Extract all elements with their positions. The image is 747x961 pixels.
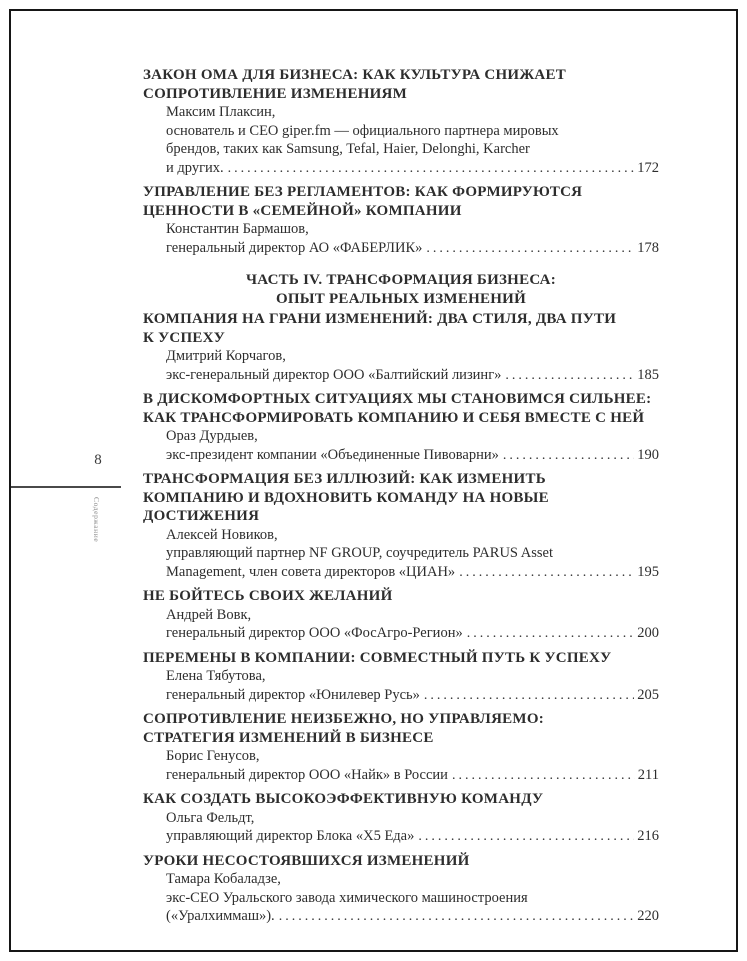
entry-detail-row — [166, 239, 659, 259]
dot-leader — [426, 239, 634, 259]
entry-detail: Management, член совета директоров «ЦИАН» — [166, 563, 456, 580]
entry-title: КОМПАНИЯ НА ГРАНИ ИЗМЕНЕНИЙ: ДВА СТИЛЯ, ДВА ПУТИ — [143, 311, 617, 327]
entry-detail-row — [166, 907, 659, 927]
toc-entry — [143, 852, 659, 927]
toc-entry — [143, 649, 659, 706]
entry-title: УРОКИ НЕСОСТОЯВШИХСЯ ИЗМЕНЕНИЙ — [143, 852, 470, 869]
entry-detail-row — [166, 366, 659, 386]
entry-page-number: 211 — [637, 766, 659, 783]
table-of-contents — [143, 66, 659, 927]
toc-entry — [143, 183, 659, 258]
dot-leader — [505, 366, 634, 386]
entry-title: УПРАВЛЕНИЕ БЕЗ РЕГЛАМЕНТОВ: КАК ФОРМИРУЮТСЯ — [143, 184, 583, 200]
entry-detail-row — [166, 446, 659, 466]
entry-detail: и других. — [166, 159, 224, 176]
entry-detail-row — [166, 563, 659, 583]
entry-detail: («Уралхиммаш»). — [166, 908, 275, 924]
entry-title: КОМПАНИЮ И ВДОХНОВИТЬ КОМАНДУ НА НОВЫЕ — [143, 489, 549, 506]
entry-detail-row — [166, 624, 659, 644]
entry-title: ПЕРЕМЕНЫ В КОМПАНИИ: СОВМЕСТНЫЙ ПУТЬ К УСПЕХУ — [143, 649, 612, 666]
entry-detail: генеральный директор АО «ФАБЕРЛИК» — [166, 239, 423, 256]
dot-leader — [452, 766, 635, 786]
entry-detail: генеральный директор ООО «Найк» в России — [166, 766, 448, 783]
dot-leader — [418, 827, 634, 847]
toc-entries-after — [143, 310, 659, 927]
toc-entry — [143, 587, 659, 644]
entry-detail: экс-CEO Уральского завода химического машиностроения — [166, 889, 528, 906]
entry-author: Тамара Кобаладзе, — [166, 871, 281, 887]
entry-title: КАК СОЗДАТЬ ВЫСОКОЭФФЕКТИВНУЮ КОМАНДУ — [143, 791, 544, 807]
entry-title: КАК ТРАНСФОРМИРОВАТЬ КОМПАНИЮ И СЕБЯ ВМЕСТЕ С НЕЙ — [143, 409, 645, 426]
entry-detail: генеральный директор «Юнилевер Русь» — [166, 686, 420, 703]
entry-detail: экс-генеральный директор ООО «Балтийский лизинг» — [166, 366, 502, 383]
entry-author: Борис Генусов, — [166, 748, 260, 764]
dot-leader — [424, 686, 634, 706]
dot-leader — [467, 624, 635, 644]
entry-detail: экс-президент компании «Объединенные Пивоварни» — [166, 446, 499, 463]
entry-page-number: 205 — [637, 686, 659, 703]
entry-page-number: 216 — [637, 828, 659, 844]
margin-rule — [11, 486, 121, 488]
toc-entry — [143, 66, 659, 178]
entry-page-number: 172 — [637, 159, 659, 176]
toc-entry — [143, 390, 659, 465]
entry-title: ТРАНСФОРМАЦИЯ БЕЗ ИЛЛЮЗИЙ: КАК ИЗМЕНИТЬ — [143, 471, 546, 487]
dot-leader — [459, 563, 634, 583]
entry-detail: основатель и CEO giper.fm — официального партнера мировых — [166, 122, 559, 139]
entry-title: К УСПЕХУ — [143, 329, 225, 346]
entry-page-number: 220 — [637, 908, 659, 924]
entry-author: Андрей Вовк, — [166, 606, 252, 623]
toc-entries-before — [143, 66, 659, 258]
entry-title: СОПРОТИВЛЕНИЕ НЕИЗБЕЖНО, НО УПРАВЛЯЕМО: — [143, 711, 544, 727]
entry-title: СТРАТЕГИЯ ИЗМЕНЕНИЙ В БИЗНЕСЕ — [143, 729, 434, 746]
entry-title: СОПРОТИВЛЕНИЕ ИЗМЕНЕНИЯМ — [143, 85, 408, 102]
entry-detail: генеральный директор ООО «ФосАгро-Регион» — [166, 625, 463, 641]
part-heading-line: ОПЫТ РЕАЛЬНЫХ ИЗМЕНЕНИЙ — [275, 290, 527, 307]
toc-entry — [143, 470, 659, 582]
entry-page-number: 178 — [637, 239, 659, 256]
entry-detail-row — [166, 686, 659, 706]
entry-author: Ольга Фельдт, — [166, 809, 255, 826]
entry-detail: брендов, таких как Samsung, Tefal, Haier, Delonghi, Karcher — [166, 141, 530, 157]
entry-detail-row — [166, 827, 659, 847]
entry-author: Дмитрий Корчагов, — [166, 348, 286, 364]
entry-page-number: 190 — [637, 446, 659, 463]
dot-leader — [503, 446, 634, 466]
page-number: 8 — [94, 452, 102, 468]
entry-detail-row — [166, 766, 659, 786]
toc-entry — [143, 310, 659, 385]
part-heading — [143, 271, 659, 308]
entry-title: ЦЕННОСТИ В «СЕМЕЙНОЙ» КОМПАНИИ — [143, 202, 462, 219]
entry-detail: управляющий партнер NF GROUP, соучредитель PARUS Asset — [166, 545, 554, 561]
entry-author: Максим Плаксин, — [166, 104, 276, 120]
entry-title: В ДИСКОМФОРТНЫХ СИТУАЦИЯХ МЫ СТАНОВИМСЯ СИЛЬНЕЕ: — [143, 391, 652, 407]
entry-detail: управляющий директор Блока «Х5 Еда» — [166, 828, 415, 844]
entry-author: Константин Бармашов, — [166, 221, 309, 237]
entry-author: Алексей Новиков, — [166, 526, 278, 543]
dot-leader — [228, 159, 635, 179]
entry-page-number: 185 — [637, 366, 659, 383]
entry-author: Ораз Дурдыев, — [166, 428, 258, 444]
entry-title: ЗАКОН ОМА ДЛЯ БИЗНЕСА: КАК КУЛЬТУРА СНИЖАЕТ — [143, 67, 567, 83]
part-heading-line: ЧАСТЬ IV. ТРАНСФОРМАЦИЯ БИЗНЕСА: — [245, 272, 557, 288]
entry-detail-row — [166, 159, 659, 179]
entry-title: НЕ БОЙТЕСЬ СВОИХ ЖЕЛАНИЙ — [143, 588, 393, 604]
toc-entry — [143, 710, 659, 785]
sidebar-vertical-label: Содержание — [92, 497, 101, 543]
entry-page-number: 195 — [637, 563, 659, 580]
entry-author: Елена Тябутова, — [166, 668, 266, 684]
entry-page-number: 200 — [637, 625, 659, 641]
entry-title: ДОСТИЖЕНИЯ — [143, 508, 260, 524]
toc-entry — [143, 790, 659, 847]
dot-leader — [279, 907, 635, 927]
